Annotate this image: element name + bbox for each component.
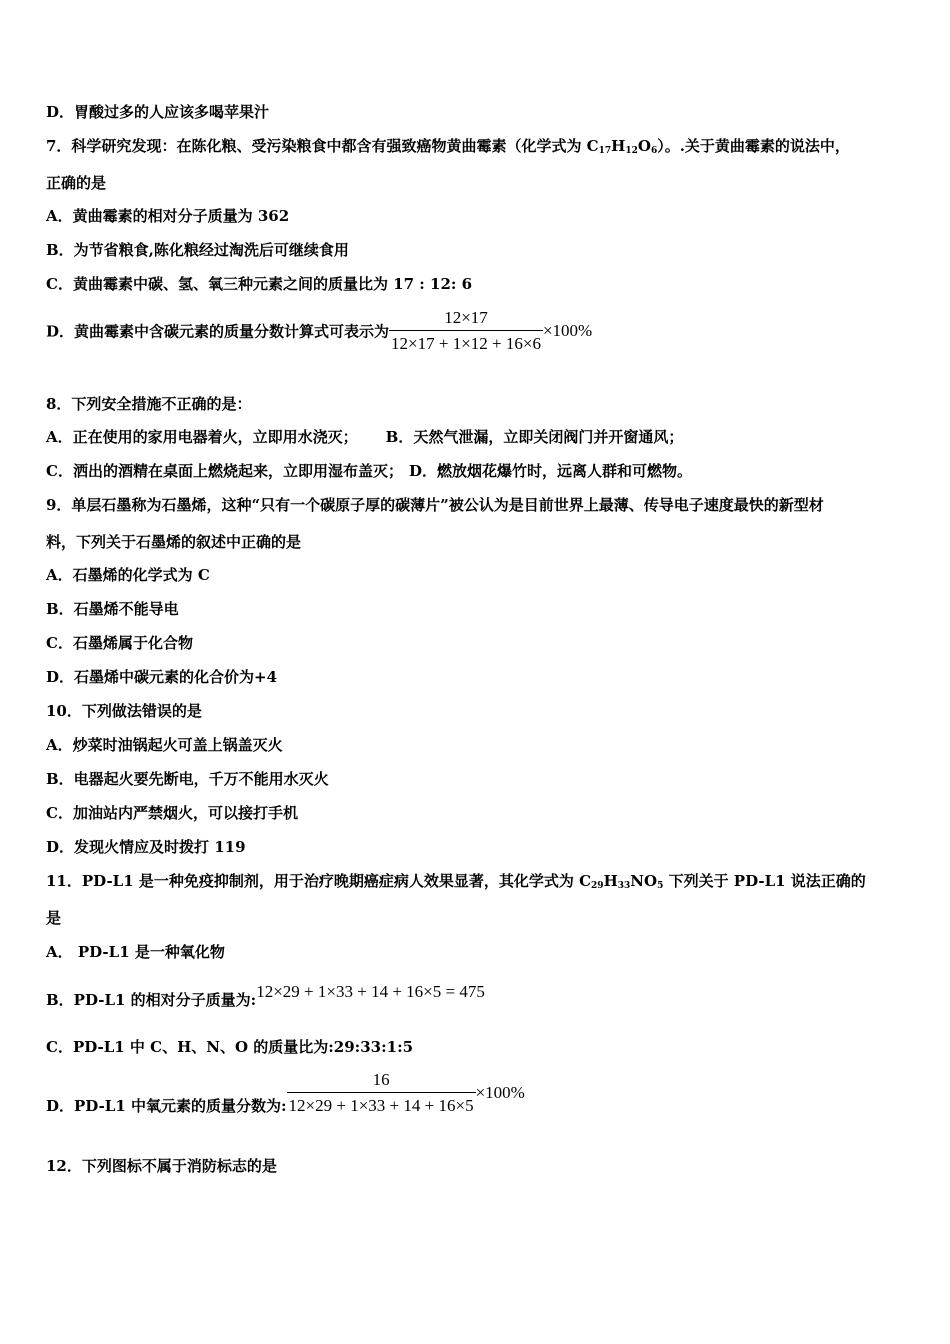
q7-fraction-numerator: 12×17 (389, 308, 543, 331)
q7-stem (46, 136, 920, 161)
q7-stem-a: 7．科学研究发现：在陈化粮、受污染粮食中都含有强致癌物黄曲霉素（化学式为 C (46, 137, 599, 155)
q8-option-b: B．天然气泄漏，立即关闭阀门并开窗通风； (385, 428, 684, 446)
q7-fraction-denominator: 12×17 + 1×12 + 16×6 (391, 334, 541, 353)
q7-option-c: C．黄曲霉素中碳、氢、氧三种元素之间的质量比为 17 : 12: 6 (46, 275, 473, 293)
q8-options-cd (46, 461, 920, 481)
q7-fraction (389, 308, 543, 354)
q11-stem-cont: 是 (46, 909, 62, 927)
q7-o: O (637, 137, 651, 155)
q11-fraction-numerator: 16 (287, 1070, 476, 1093)
q11-sub-29: 29 (591, 881, 604, 891)
q7-option-d-text: D．黄曲霉素中含碳元素的质量分数计算式可表示为 (46, 322, 390, 341)
q12-stem: 12．下列图标不属于消防标志的是 (46, 1157, 277, 1175)
q11-stem-a: 11．PD-L1 是一种免疫抑制剂，用于治疗晚期癌症病人效果显著，其化学式为 C (46, 872, 592, 890)
q10-option-b: B．电器起火要先断电，千万不能用水灭火 (46, 770, 329, 788)
q11-fraction (287, 1070, 476, 1116)
q10-option-c: C．加油站内严禁烟火，可以接打手机 (46, 804, 298, 822)
q11-stem-b: 下列关于 PD-L1 说法正确的 (663, 872, 866, 890)
q7-option-b: B．为节省粮食,陈化粮经过淘洗后可继续食用 (46, 241, 349, 259)
q11-sub-33: 33 (617, 881, 631, 891)
q11-option-d (46, 1070, 920, 1116)
q11-option-a: A． PD-L1 是一种氧化物 (46, 943, 225, 961)
q11-percent: ×100% (475, 1083, 525, 1102)
q10-option-d: D．发现火情应及时拨打 119 (46, 838, 246, 856)
q8-stem: 8．下列安全措施不正确的是： (46, 395, 252, 413)
q9-option-b: B．石墨烯不能导电 (46, 600, 179, 618)
q8-options-ab (46, 427, 920, 447)
q7-option-d (46, 308, 920, 354)
q8-option-a: A．正在使用的家用电器着火，立即用水浇灭； (46, 428, 358, 446)
q11-option-b (46, 981, 920, 1009)
q6-option-d: D．胃酸过多的人应该多喝苹果汁 (46, 103, 270, 121)
q7-sub-17: 17 (598, 146, 612, 156)
q9-stem: 9．单层石墨称为石墨烯，这种“只有一个碳原子厚的碳薄片”被公认为是目前世界上最薄、传导电子速度最快的新型材 (46, 496, 824, 514)
q10-stem: 10．下列做法错误的是 (46, 702, 202, 720)
q7-stem-b: ）。.关于黄曲霉素的说法中， (657, 137, 850, 155)
q11-stem (46, 871, 920, 896)
q11-h: H (603, 872, 618, 890)
q11-option-d-text: D．PD-L1 中氧元素的质量分数为: (46, 1096, 287, 1115)
q7-percent: ×100% (542, 321, 593, 340)
q9-option-d: D．石墨烯中碳元素的化合价为+4 (46, 668, 278, 686)
q8-option-c: C．洒出的酒精在桌面上燃烧起来，立即用湿布盖灭； (46, 462, 403, 480)
q11-option-b-text: B．PD-L1 的相对分子质量为: (46, 991, 257, 1009)
q9-option-c: C．石墨烯属于化合物 (46, 634, 193, 652)
q7-sub-6: 6 (650, 146, 658, 156)
q9-stem-cont: 料，下列关于石墨烯的叙述中正确的是 (46, 533, 302, 551)
q10-option-a: A．炒菜时油锅起火可盖上锅盖灭火 (46, 736, 283, 754)
q11-fraction-denominator: 12×29 + 1×33 + 14 + 16×5 (288, 1096, 474, 1115)
q7-sub-12: 12 (625, 146, 638, 156)
q7-stem-cont: 正确的是 (46, 174, 107, 192)
q11-no: NO (630, 872, 658, 890)
q7-h: H (611, 137, 626, 155)
q7-option-a: A．黄曲霉素的相对分子质量为 362 (46, 207, 290, 225)
q8-option-d: D．燃放烟花爆竹时，远离人群和可燃物。 (408, 462, 692, 480)
q11-option-b-expression: 12×29 + 1×33 + 14 + 16×5 = 475 (256, 982, 485, 1001)
q11-sub-5: 5 (657, 881, 664, 891)
q11-option-c: C．PD-L1 中 C、H、N、O 的质量比为:29:33:1:5 (46, 1038, 414, 1056)
q9-option-a: A．石墨烯的化学式为 C (46, 566, 210, 584)
